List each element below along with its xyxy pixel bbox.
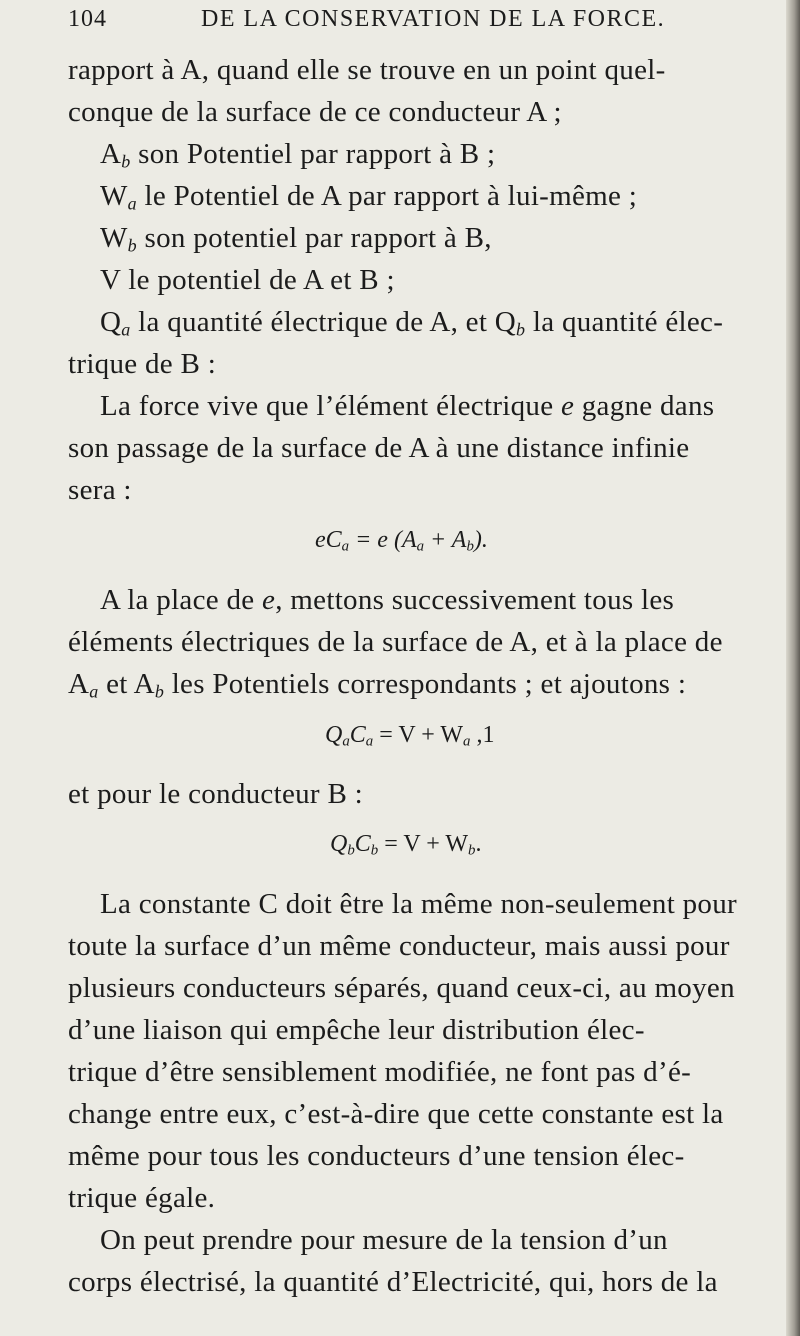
text-line: La force vive que l’élément électrique e gagne dans: [100, 390, 715, 422]
text-line: $W_b$ son potentiel par rapport à B,: [100, 222, 492, 256]
text-line: V le potentiel de A et B ;: [100, 264, 395, 296]
text-line: corps électrisé, la quantité d’Electricité, qui, hors de la: [68, 1266, 718, 1298]
text-line: rapport à A, quand elle se trouve en un point quel-: [68, 54, 666, 86]
text-line: $A_a$ et $A_b$ les Potentiels correspondants ; et ajoutons :: [68, 668, 687, 702]
text-line: et pour le conducteur B :: [68, 778, 363, 810]
equation: $eC_a = e$ $(A_a + A_b)$.: [315, 527, 488, 555]
page-number: 104: [68, 6, 107, 32]
text-line: $W_a$ le Potentiel de A par rapport à lui-même ;: [100, 180, 638, 214]
page-edge-shadow: [786, 0, 800, 1336]
equation: $Q_bC_b = V + W_b$.: [330, 831, 482, 859]
text-line: trique égale.: [68, 1182, 216, 1214]
text-line: $Q_a$ la quantité électrique de A, et $Q_b$ la quantité élec-: [100, 306, 724, 340]
text-line: La constante C doit être la même non-seulement pour: [100, 888, 737, 920]
text-line: trique de B :: [68, 348, 217, 380]
text-line: son passage de la surface de A à une distance infinie: [68, 432, 690, 464]
text-line: conque de la surface de ce conducteur A ;: [68, 96, 562, 128]
text-line: On peut prendre pour mesure de la tension d’un: [100, 1224, 668, 1256]
text-line: d’une liaison qui empêche leur distribution élec-: [68, 1014, 645, 1046]
text-line: plusieurs conducteurs séparés, quand ceux-ci, au moyen: [68, 972, 735, 1004]
text-line: même pour tous les conducteurs d’une tension élec-: [68, 1140, 685, 1172]
equation: $Q_aC_a = V + W_a$ ,1: [325, 722, 495, 750]
text-line: change entre eux, c’est-à-dire que cette constante est la: [68, 1098, 724, 1130]
page-header: [68, 6, 708, 36]
text-line: trique d’être sensiblement modifiée, ne font pas d’é-: [68, 1056, 692, 1088]
text-line: toute la surface d’un même conducteur, mais aussi pour: [68, 930, 730, 962]
text-line: A la place de e, mettons successivement tous les: [100, 584, 675, 616]
running-title: DE LA CONSERVATION DE LA FORCE.: [201, 6, 666, 32]
text-line: éléments électriques de la surface de A, et à la place de: [68, 626, 723, 658]
text-line: $A_b$ son Potentiel par rapport à B ;: [100, 138, 496, 172]
text-line: sera :: [68, 474, 132, 506]
